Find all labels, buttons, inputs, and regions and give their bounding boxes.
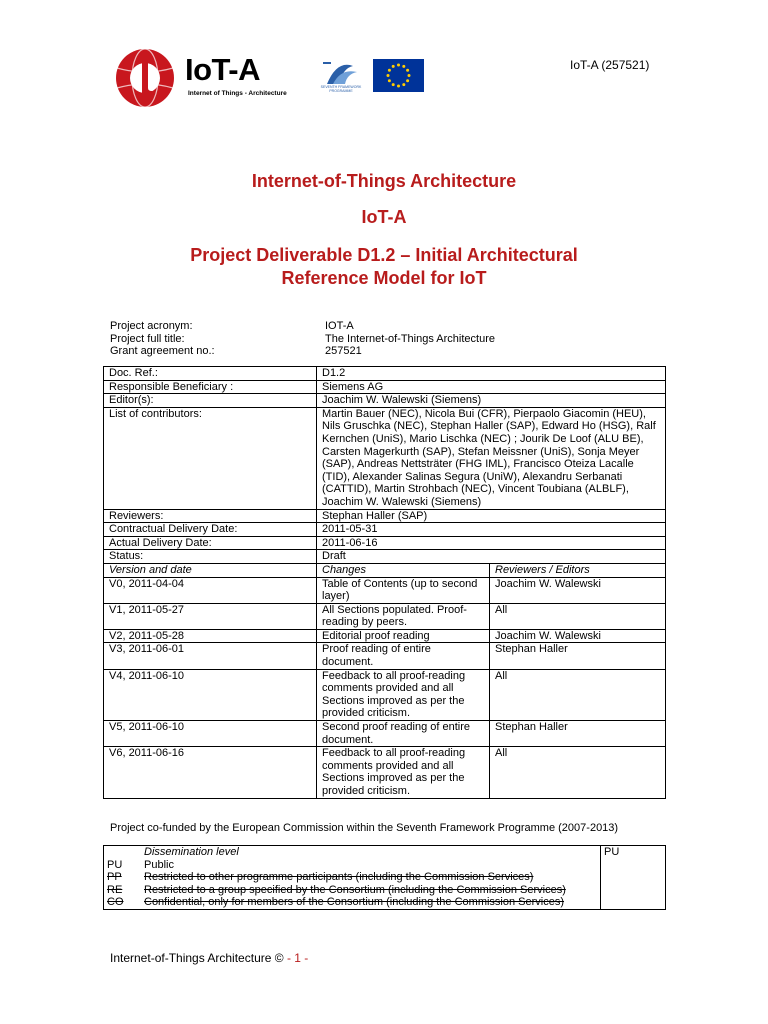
version-header-row xyxy=(104,563,666,577)
table-row xyxy=(104,550,666,564)
version-row xyxy=(104,747,666,798)
version-cell: V5, 2011-06-10 xyxy=(104,721,317,747)
project-title-label: Project full title: xyxy=(110,332,185,345)
contractual-date-value: 2011-05-31 xyxy=(317,523,666,537)
version-cell: V6, 2011-06-16 xyxy=(104,747,317,798)
version-row xyxy=(104,603,666,629)
version-cell: V4, 2011-06-10 xyxy=(104,669,317,720)
iot-a-logo xyxy=(115,48,295,108)
reviewer-cell: All xyxy=(490,747,666,798)
logo-subtitle: Internet of Things - Architecture xyxy=(188,90,287,97)
actual-date-label: Actual Delivery Date: xyxy=(104,536,317,550)
dissemination-code: PP xyxy=(104,871,142,884)
changes-cell: Proof reading of entire document. xyxy=(317,643,490,669)
dissemination-text: Public xyxy=(141,859,601,872)
version-cell: V2, 2011-05-28 xyxy=(104,629,317,643)
version-cell: V3, 2011-06-01 xyxy=(104,643,317,669)
dissemination-code: CO xyxy=(104,896,142,909)
version-cell: V0, 2011-04-04 xyxy=(104,577,317,603)
changes-cell: Editorial proof reading xyxy=(317,629,490,643)
changes-cell: All Sections populated. Proof-reading by peers. xyxy=(317,603,490,629)
reviewers-value: Stephan Haller (SAP) xyxy=(317,509,666,523)
deliverable-title xyxy=(0,244,768,290)
funding-statement: Project co-funded by the European Commission within the Seventh Framework Programme (2007-2013) xyxy=(110,822,619,834)
dissemination-text: Restricted to a group specified by the Consortium (including the Commission Services) xyxy=(141,884,601,897)
reviewer-cell: All xyxy=(490,603,666,629)
document-id: IoT-A (257521) xyxy=(570,58,650,72)
footer-text: Internet-of-Things Architecture © xyxy=(110,951,284,965)
project-title-value: The Internet-of-Things Architecture xyxy=(325,332,495,345)
project-acronym-title: IoT-A xyxy=(361,207,407,227)
version-row xyxy=(104,577,666,603)
project-acronym-label: Project acronym: xyxy=(110,320,193,332)
dissemination-row xyxy=(104,859,666,872)
version-row xyxy=(104,643,666,669)
table-row xyxy=(104,380,666,394)
dissemination-header-row xyxy=(104,846,666,859)
table-row xyxy=(104,407,666,509)
eu-stars-icon xyxy=(373,59,424,92)
page-footer xyxy=(110,951,308,965)
changes-header: Changes xyxy=(317,563,490,577)
dissemination-row xyxy=(104,871,666,884)
editors-value: Joachim W. Walewski (Siemens) xyxy=(317,394,666,408)
contributors-value: Martin Bauer (NEC), Nicola Bui (CFR), Pierpaolo Giacomin (HEU), Nils Gruschka (NEC), Stephan Haller (SAP), Edward Ho (HSG), Ralf Kernchen (UniS), Mario Lischka (NEC) ; Jourik De Loof (ALU BE), Carsten Magerkurth (SAP), Stefan Meissner (UniS), Sonja Meyer (SAP), Andreas Nettsträter (FHG IML), Francisco Oteiza Lacalle (TID), Alexander Salinas Segura (UniW), Alexandru Serbanati (CATTID), Martin Strohbach (NEC), Vincent Toubiana (ALBLF), Joachim W. Walewski (Siemens) xyxy=(317,407,666,509)
version-row xyxy=(104,721,666,747)
changes-cell: Feedback to all proof-reading comments provided and all Sections improved as per the provided criticism. xyxy=(317,669,490,720)
main-title: Internet-of-Things Architecture xyxy=(251,171,517,191)
table-row xyxy=(104,367,666,381)
page-number: - 1 - xyxy=(286,951,309,965)
doc-ref-value: D1.2 xyxy=(317,367,666,381)
fp7-text: SEVENTH FRAMEWORK PROGRAMME xyxy=(320,85,362,93)
editors-label: Editor(s): xyxy=(104,394,317,408)
contributors-label: List of contributors: xyxy=(104,407,317,509)
deliverable-title-line1: Project Deliverable D1.2 – Initial Architectural xyxy=(190,245,578,265)
reviewer-cell: Stephan Haller xyxy=(490,643,666,669)
reviewer-cell: Stephan Haller xyxy=(490,721,666,747)
eu-flag xyxy=(373,59,424,92)
grant-number-label: Grant agreement no.: xyxy=(110,345,215,357)
deliverable-title-line2: Reference Model for IoT xyxy=(281,268,487,288)
dissemination-code: RE xyxy=(104,884,142,897)
reviewers-label: Reviewers: xyxy=(104,509,317,523)
version-row xyxy=(104,669,666,720)
reviewer-cell: Joachim W. Walewski xyxy=(490,577,666,603)
dissemination-selected: PU xyxy=(601,846,666,910)
dissemination-row xyxy=(104,896,666,909)
changes-cell: Table of Contents (up to second layer) xyxy=(317,577,490,603)
table-row xyxy=(104,394,666,408)
beneficiary-value: Siemens AG xyxy=(317,380,666,394)
version-header: Version and date xyxy=(104,563,317,577)
status-label: Status: xyxy=(104,550,317,564)
project-acronym-value: IOT-A xyxy=(325,320,354,332)
table-row xyxy=(104,536,666,550)
project-info-labels xyxy=(110,320,215,358)
dissemination-row xyxy=(104,884,666,897)
dissemination-text: Confidential, only for members of the Consortium (including the Commission Services) xyxy=(141,896,601,909)
dissemination-code: PU xyxy=(104,859,142,872)
dissemination-header: Dissemination level xyxy=(141,846,601,859)
actual-date-value: 2011-06-16 xyxy=(317,536,666,550)
table-row xyxy=(104,523,666,537)
version-row xyxy=(104,629,666,643)
status-value: Draft xyxy=(317,550,666,564)
version-cell: V1, 2011-05-27 xyxy=(104,603,317,629)
fp7-logo xyxy=(317,58,365,94)
table-row xyxy=(104,509,666,523)
logo-text: IoT-A xyxy=(185,52,260,87)
contractual-date-label: Contractual Delivery Date: xyxy=(104,523,317,537)
reviewer-cell: All xyxy=(490,669,666,720)
doc-ref-label: Doc. Ref.: xyxy=(104,367,317,381)
reviewer-cell: Joachim W. Walewski xyxy=(490,629,666,643)
beneficiary-label: Responsible Beneficiary : xyxy=(104,380,317,394)
grant-number-value: 257521 xyxy=(325,345,362,357)
project-info-values xyxy=(325,320,495,358)
dissemination-table xyxy=(103,845,666,910)
changes-cell: Second proof reading of entire document. xyxy=(317,721,490,747)
reviewers-header: Reviewers / Editors xyxy=(490,563,666,577)
document-info-table xyxy=(103,366,666,799)
changes-cell: Feedback to all proof-reading comments provided and all Sections improved as per the provided criticism. xyxy=(317,747,490,798)
dissemination-text: Restricted to other programme participants (including the Commission Services) xyxy=(141,871,601,884)
